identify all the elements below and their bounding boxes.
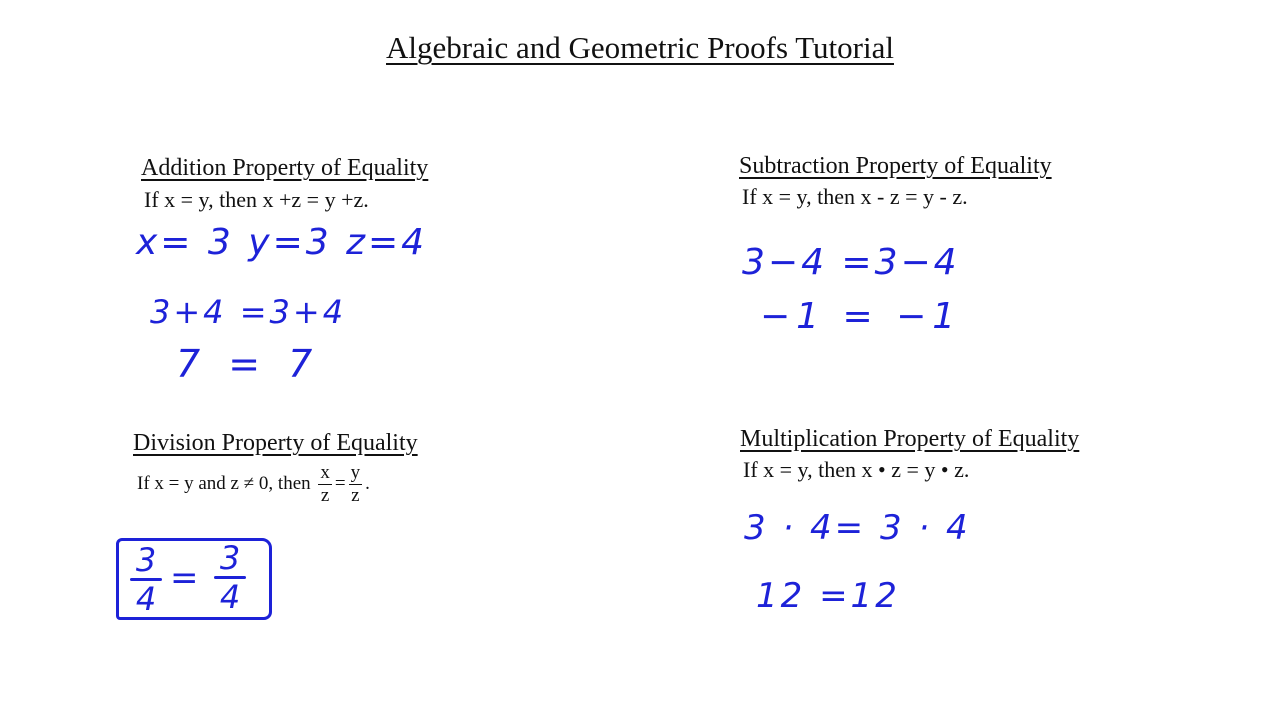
page-title: Algebraic and Geometric Proofs Tutorial [386, 30, 894, 65]
division-work-equals: = [170, 558, 199, 598]
division-rule [137, 462, 370, 507]
division-equals: = [334, 472, 346, 494]
addition-work-line-2: 3+4 =3+4 [150, 293, 347, 331]
subtraction-work-line-1: 3−4 =3−4 [742, 242, 960, 283]
division-work-right-num: 3 [219, 539, 241, 577]
division-period: . [365, 472, 370, 494]
multiplication-work-line-1: 3 · 4= 3 · 4 [744, 508, 971, 548]
multiplication-heading: Multiplication Property of Equality [740, 426, 1080, 452]
division-heading: Division Property of Equality [133, 430, 418, 456]
multiplication-work-line-2: 12 =12 [756, 576, 900, 616]
division-fraction-left-den: z [320, 485, 330, 506]
division-fraction-right-den: z [351, 485, 360, 506]
addition-rule: If x = y, then x +z = y +z. [144, 187, 369, 212]
division-fraction-right [349, 462, 363, 507]
multiplication-rule: If x = y, then x • z = y • z. [743, 457, 970, 482]
addition-work-line-1: x= 3 y=3 z=4 [136, 222, 428, 263]
division-work-right-fraction [212, 540, 248, 615]
division-rule-prefix: If x = y and z ≠ 0, then [137, 472, 311, 494]
division-fraction-left-num: x [320, 462, 330, 483]
division-work-left-num: 3 [135, 541, 157, 579]
division-work-left-den: 4 [135, 580, 157, 618]
addition-work-line-3: 7 = 7 [176, 342, 321, 386]
division-work-right-den: 4 [219, 578, 241, 616]
division-fraction-left [318, 462, 332, 507]
addition-heading: Addition Property of Equality [141, 155, 429, 181]
division-fraction-right-num: y [350, 462, 361, 483]
subtraction-work-line-2: −1 = −1 [760, 296, 962, 337]
subtraction-rule: If x = y, then x - z = y - z. [742, 184, 968, 209]
division-work-left-fraction [128, 542, 164, 617]
subtraction-heading: Subtraction Property of Equality [739, 153, 1052, 179]
